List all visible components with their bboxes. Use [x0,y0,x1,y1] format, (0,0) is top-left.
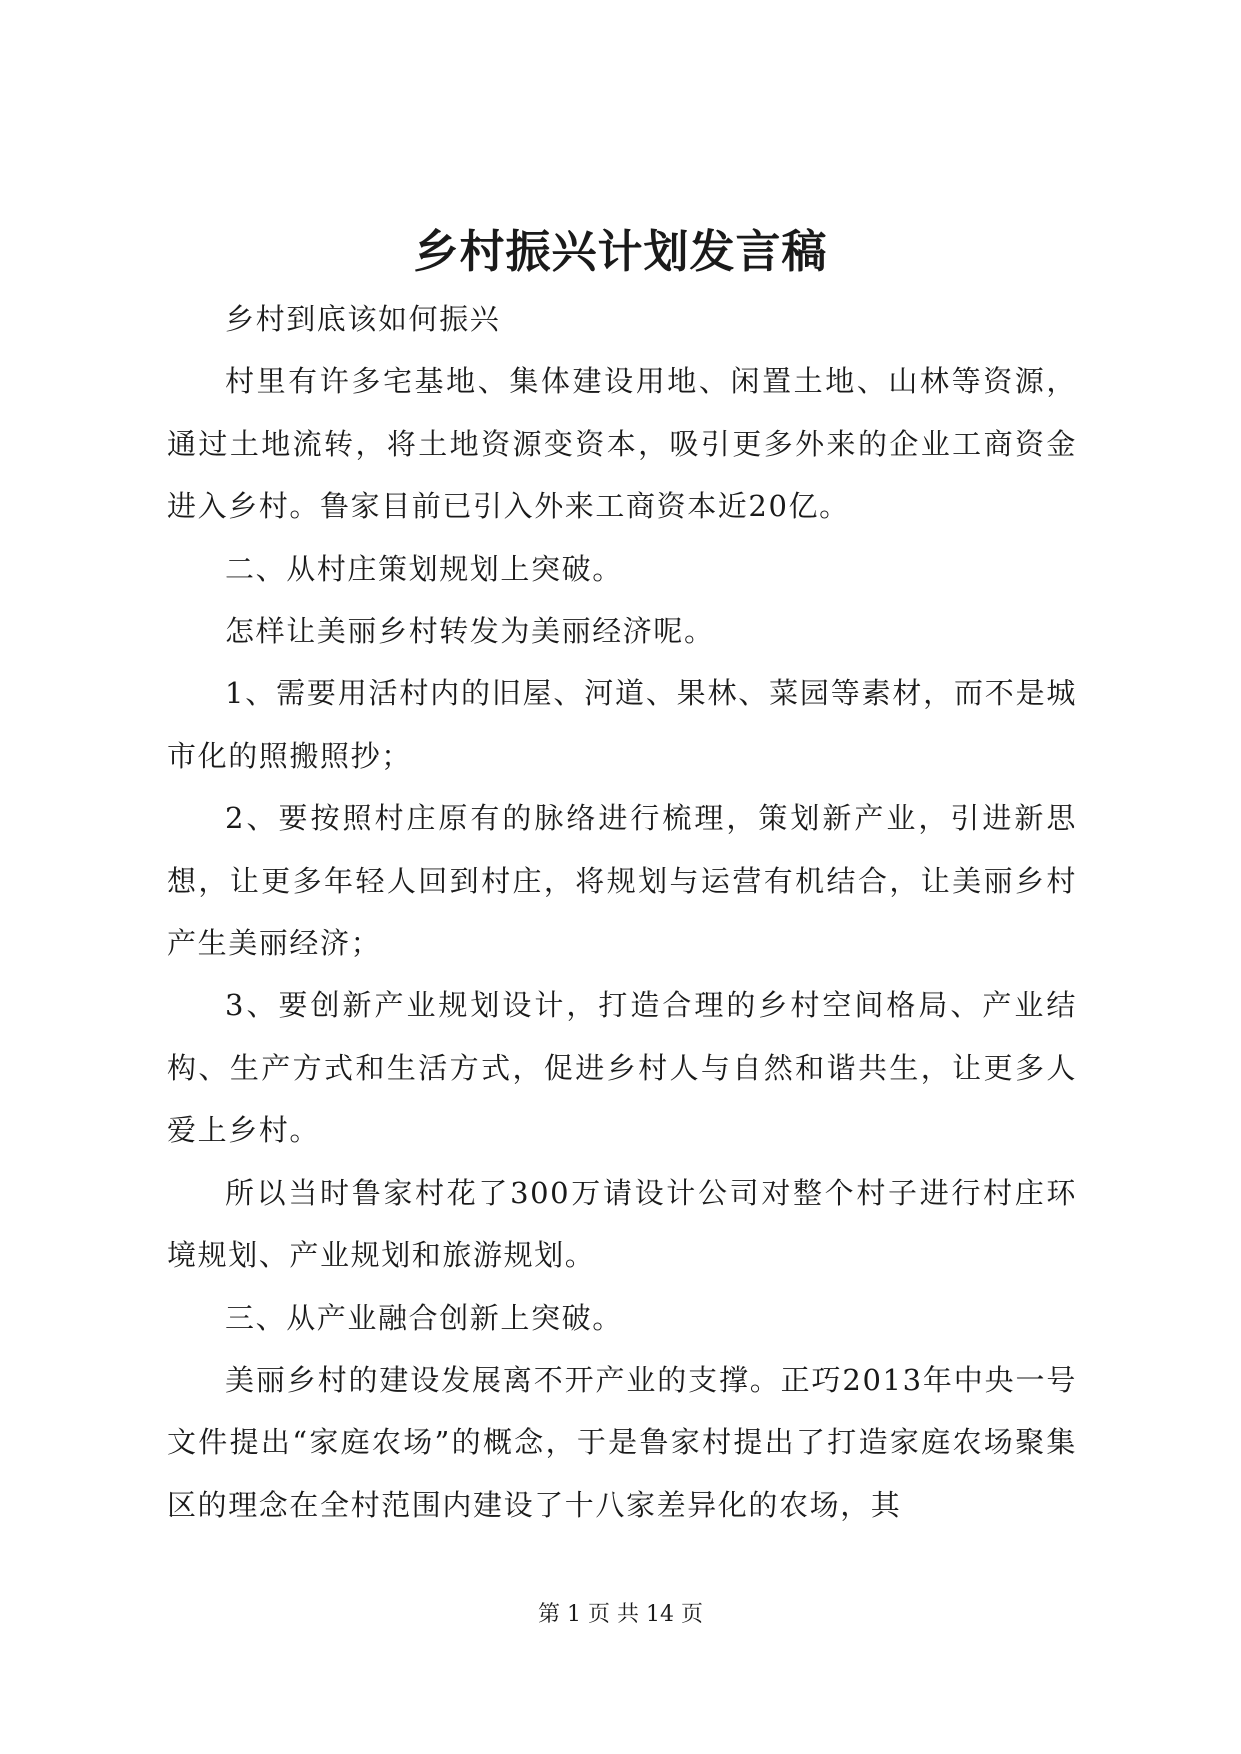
document-body [167,288,1077,1536]
paragraph: 美丽乡村的建设发展离不开产业的支撑。正巧2013年中央一号文件提出“家庭农场”的概念，于是鲁家村提出了打造家庭农场聚集区的理念在全村范围内建设了十八家差异化的农场，其 [167,1362,1077,1522]
paragraph: 1、需要用活村内的旧屋、河道、果林、菜园等素材，而不是城市化的照搬照抄； [167,676,1077,773]
page-footer: 第 1 页 共 14 页 [538,1602,703,1627]
paragraph: 3、要创新产业规划设计，打造合理的乡村空间格局、产业结构、生产方式和生活方式，促进乡村人与自然和谐共生，让更多人爱上乡村。 [167,988,1077,1148]
paragraph: 所以当时鲁家村花了300万请设计公司对整个村子进行村庄环境规划、产业规划和旅游规划。 [167,1175,1077,1273]
paragraph: 村里有许多宅基地、集体建设用地、闲置土地、山林等资源，通过土地流转，将土地资源变资本，吸引更多外来的企业工商资金进入乡村。鲁家目前已引入外来工商资本近20亿。 [167,364,1077,524]
paragraph: 三、从产业融合创新上突破。 [225,1300,623,1335]
paragraph: 怎样让美丽乡村转发为美丽经济呢。 [225,614,715,649]
paragraph: 2、要按照村庄原有的脉络进行梳理，策划新产业，引进新思想，让更多年轻人回到村庄，将规划与运营有机结合，让美丽乡村产生美丽经济； [167,801,1077,961]
paragraph: 乡村到底该如何振兴 [225,302,501,336]
paragraph: 二、从村庄策划规划上突破。 [225,551,623,586]
page-title: 乡村振兴计划发言稿 [413,225,828,278]
